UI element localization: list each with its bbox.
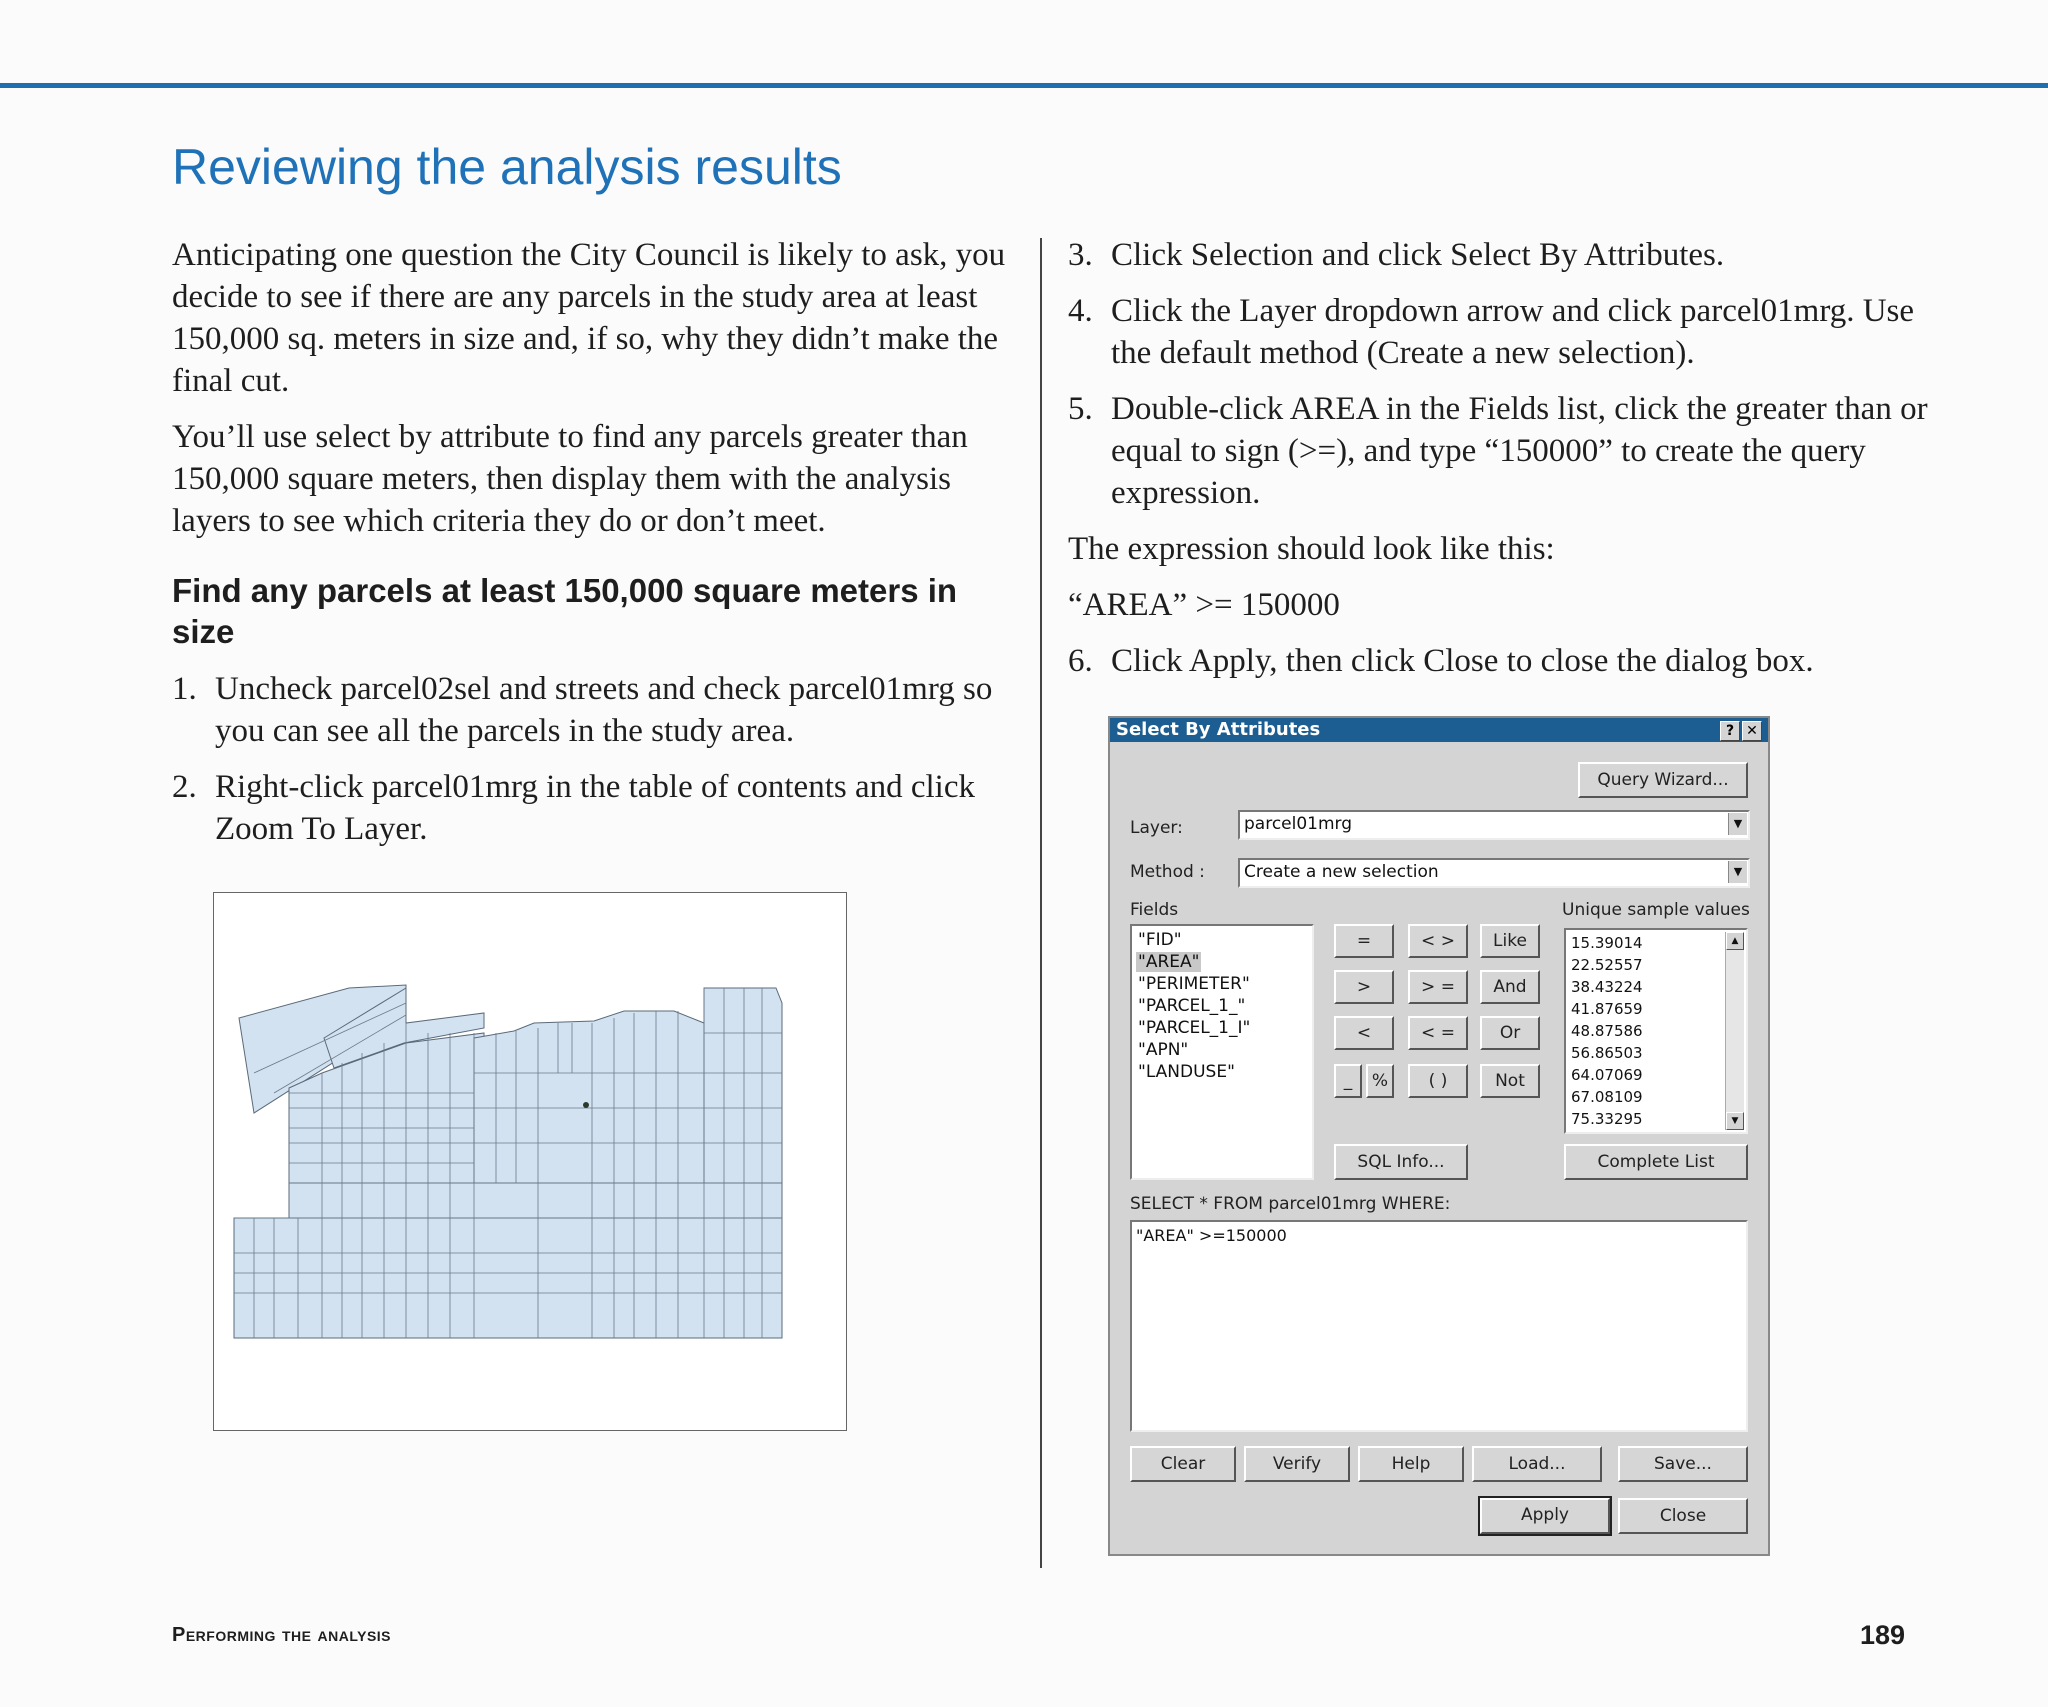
step-text: Click Selection and click Select By Attributes. — [1111, 237, 1725, 273]
footer-section: Performing the analysis — [172, 1624, 392, 1646]
close-title-button[interactable]: ✕ — [1742, 721, 1762, 741]
select-by-attributes-dialog — [1108, 716, 1770, 1556]
apply-button[interactable]: Apply — [1480, 1498, 1610, 1534]
layer-value: parcel01mrg — [1244, 814, 1353, 834]
scroll-down-icon[interactable]: ▼ — [1726, 1112, 1744, 1130]
unique-value-item[interactable]: 48.87586 — [1571, 1022, 1643, 1040]
unique-value-item[interactable]: 67.08109 — [1571, 1088, 1643, 1106]
step-text: Click Apply, then click Close to close the dialog box. — [1111, 643, 1814, 679]
intro-paragraph-1: Anticipating one question the City Council is likely to ask, you decide to see if there are any parcels in the study area at least 150,000 sq. meters in size and, if so, why they didn’t make the final cut. — [172, 237, 1006, 399]
step-item — [172, 668, 1010, 752]
step-number: 5. — [1068, 391, 1093, 427]
operator-not-button[interactable]: Not — [1480, 1064, 1540, 1098]
operator-or-button[interactable]: Or — [1480, 1016, 1540, 1050]
step-number: 2. — [172, 769, 197, 805]
close-button[interactable]: Close — [1618, 1498, 1748, 1534]
unique-value-item[interactable]: 75.33295 — [1571, 1110, 1643, 1128]
step-number: 1. — [172, 671, 197, 707]
step-text: Click the Layer dropdown arrow and click parcel01mrg. Use the default method (Create a new selection). — [1111, 293, 1915, 371]
complete-list-button[interactable]: Complete List — [1564, 1144, 1748, 1180]
operator-greater-equal-button[interactable]: > = — [1408, 970, 1468, 1004]
steps-right-a — [1068, 234, 1928, 514]
expression-box[interactable] — [1130, 1220, 1748, 1432]
step-number: 6. — [1068, 643, 1093, 679]
operator-and-button[interactable]: And — [1480, 970, 1540, 1004]
step-item — [1068, 290, 1928, 374]
steps-right-b — [1068, 640, 1928, 682]
steps-left — [172, 668, 1010, 850]
page-number: 189 — [1860, 1620, 1906, 1650]
left-column — [172, 234, 1010, 864]
field-item-selected[interactable]: "AREA" — [1138, 952, 1200, 972]
dialog-title: Select By Attributes — [1116, 719, 1321, 740]
unique-value-item[interactable]: 38.43224 — [1571, 978, 1643, 996]
layer-label: Layer: — [1130, 818, 1183, 838]
field-item[interactable]: "APN" — [1138, 1040, 1189, 1060]
fields-label: Fields — [1130, 900, 1179, 920]
unique-value-item[interactable]: 41.87659 — [1571, 1000, 1643, 1018]
method-dropdown[interactable] — [1238, 858, 1750, 888]
dropdown-arrow-icon[interactable]: ▼ — [1728, 813, 1747, 835]
field-item[interactable]: "FID" — [1138, 930, 1182, 950]
step-number: 4. — [1068, 293, 1093, 329]
unique-value-item[interactable]: 15.39014 — [1571, 934, 1643, 952]
unique-values-label: Unique sample values — [1562, 900, 1750, 920]
operator-underscore-button[interactable]: _ — [1334, 1064, 1362, 1098]
step-text: Uncheck parcel02sel and streets and check parcel01mrg so you can see all the parcels in the study area. — [215, 671, 993, 749]
operator-less-button[interactable]: < — [1334, 1016, 1394, 1050]
expression-text[interactable]: "AREA" >=150000 — [1136, 1226, 1287, 1245]
unique-values-list[interactable] — [1564, 928, 1748, 1134]
select-from-label: SELECT * FROM parcel01mrg WHERE: — [1130, 1194, 1451, 1214]
unique-value-item[interactable]: 56.86503 — [1571, 1044, 1643, 1062]
point-marker — [583, 1102, 589, 1108]
scroll-up-icon[interactable]: ▲ — [1726, 932, 1744, 950]
layer-dropdown[interactable] — [1238, 810, 1750, 840]
operator-less-equal-button[interactable]: < = — [1408, 1016, 1468, 1050]
step-number: 3. — [1068, 237, 1093, 273]
method-label: Method : — [1130, 862, 1205, 882]
expression-example: “AREA” >= 150000 — [1068, 587, 1340, 623]
field-item[interactable]: "LANDUSE" — [1138, 1062, 1235, 1082]
help-title-button[interactable]: ? — [1720, 721, 1740, 741]
unique-values-scrollbar[interactable] — [1725, 932, 1744, 1130]
help-button[interactable]: Help — [1358, 1446, 1464, 1482]
right-column — [1068, 234, 1928, 696]
field-item[interactable]: "PARCEL_1_I" — [1138, 1018, 1251, 1038]
page-title: Reviewing the analysis results — [172, 139, 842, 195]
field-item[interactable]: "PERIMETER" — [1138, 974, 1250, 994]
step-item — [1068, 234, 1928, 276]
field-item[interactable]: "PARCEL_1_" — [1138, 996, 1246, 1016]
parcel-block — [474, 1011, 704, 1183]
step-text: Double-click AREA in the Fields list, click the greater than or equal to sign (>=), and type “150000” to create the query expression. — [1111, 391, 1928, 511]
load-button[interactable]: Load... — [1472, 1446, 1602, 1482]
method-value: Create a new selection — [1244, 862, 1439, 882]
top-rule — [0, 83, 2048, 88]
clear-button[interactable]: Clear — [1130, 1446, 1236, 1482]
parcel-map — [214, 893, 846, 1430]
operator-not-equal-button[interactable]: < > — [1408, 924, 1468, 958]
expression-intro: The expression should look like this: — [1068, 531, 1555, 567]
sql-info-button[interactable]: SQL Info... — [1334, 1144, 1468, 1180]
operator-percent-button[interactable]: % — [1366, 1064, 1394, 1098]
fields-list[interactable] — [1130, 924, 1314, 1180]
operator-like-button[interactable]: Like — [1480, 924, 1540, 958]
parcel-block — [289, 1183, 782, 1218]
query-wizard-button[interactable]: Query Wizard... — [1578, 762, 1748, 798]
operator-equals-button[interactable]: = — [1334, 924, 1394, 958]
step-item — [1068, 640, 1928, 682]
step-item — [172, 766, 1010, 850]
step-item — [1068, 388, 1928, 514]
operator-greater-button[interactable]: > — [1334, 970, 1394, 1004]
parcel-map-figure — [213, 892, 847, 1431]
dropdown-arrow-icon[interactable]: ▼ — [1728, 861, 1747, 883]
parcel-block — [704, 988, 782, 1183]
parcel-block — [234, 1218, 782, 1338]
step-text: Right-click parcel01mrg in the table of contents and click Zoom To Layer. — [215, 769, 975, 847]
intro-paragraph-2: You’ll use select by attribute to find any parcels greater than 150,000 square meters, then display them with the analysis layers to see which criteria they do or don’t meet. — [172, 419, 968, 539]
unique-value-item[interactable]: 22.52557 — [1571, 956, 1643, 974]
section-subheading: Find any parcels at least 150,000 square meters in size — [172, 572, 958, 650]
verify-button[interactable]: Verify — [1244, 1446, 1350, 1482]
dialog-titlebar — [1110, 718, 1768, 742]
column-divider — [1040, 238, 1042, 1568]
unique-value-item[interactable]: 64.07069 — [1571, 1066, 1643, 1084]
save-button[interactable]: Save... — [1618, 1446, 1748, 1482]
operator-parentheses-button[interactable]: ( ) — [1408, 1064, 1468, 1098]
